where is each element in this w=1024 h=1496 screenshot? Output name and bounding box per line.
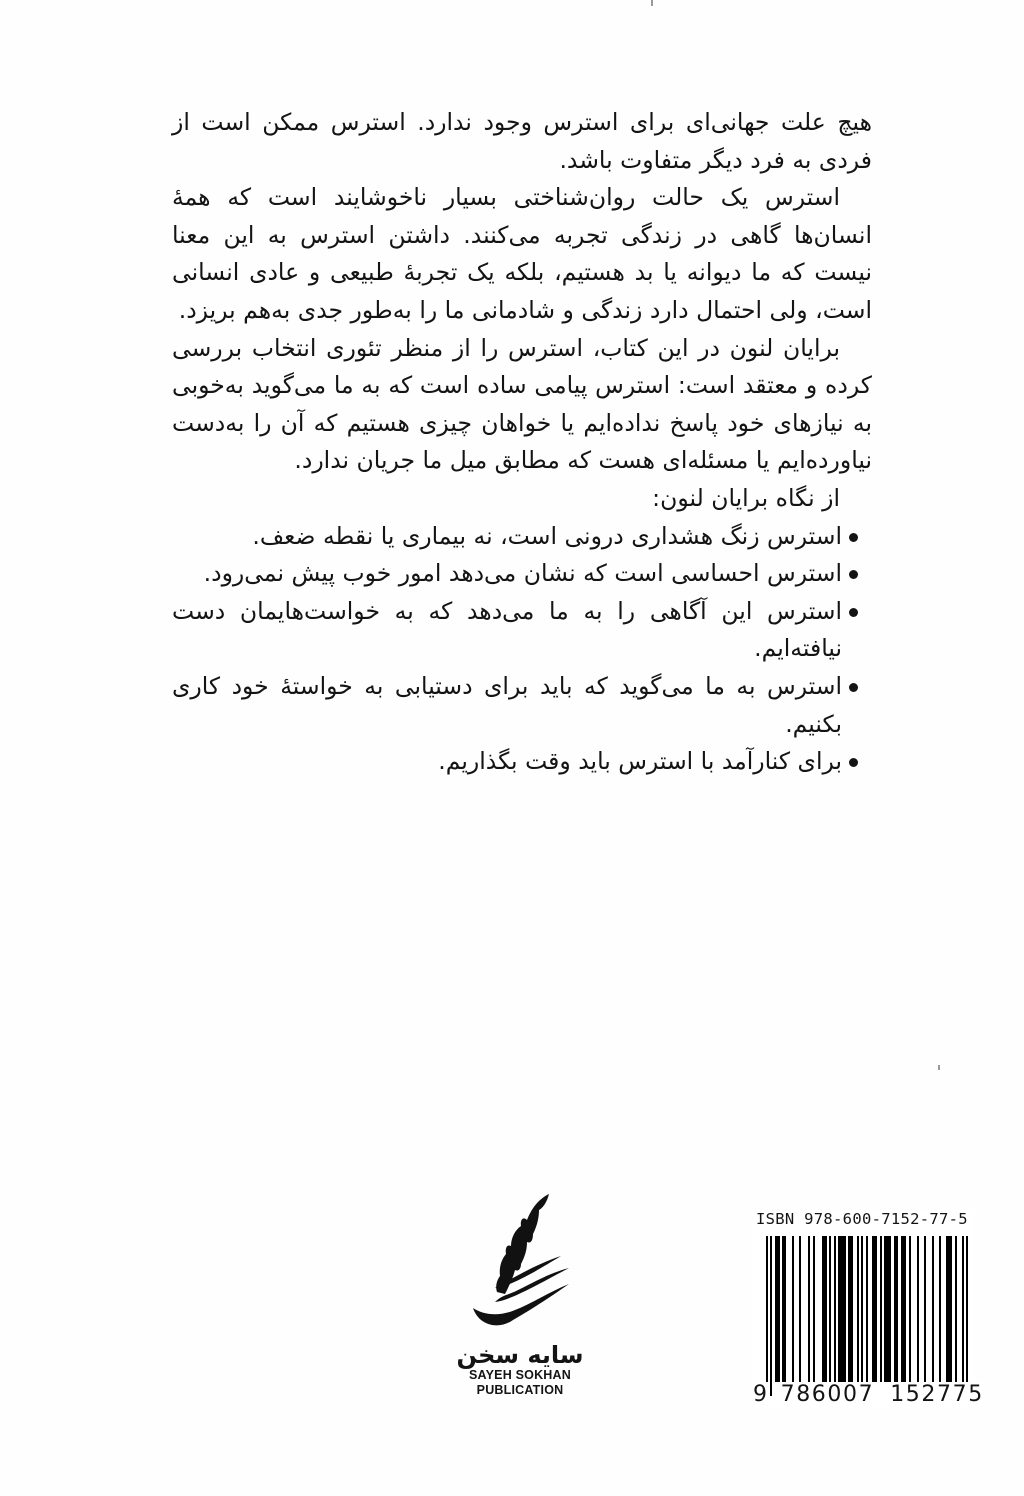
bullet-icon bbox=[849, 683, 858, 692]
barcode-digits: 9 786007 152775 bbox=[753, 1382, 984, 1407]
paragraph-1: هیچ علت جهانی‌ای برای استرس وجود ندارد. استرس ممکن است از فردی به فرد دیگر متفاوت باشد. bbox=[172, 108, 872, 174]
paragraph-2: استرس یک حالت روان‌شناختی بسیار ناخوشایند است که همهٔ انسان‌ها گاهی در زندگی تجربه می‌کنند. داشتن استرس به این معنا نیست که ما دیوانه یا بد هستیم، بلکه یک تجربهٔ طبیعی و عادی انسانی است، ولی احتمال دارد زندگی و شادمانی ما را به‌طور جدی به‌هم بریزد. bbox=[172, 183, 872, 324]
bullet-list bbox=[172, 518, 872, 781]
feather-quill-icon bbox=[465, 1190, 575, 1340]
publisher-name-fa: سایه سخن bbox=[456, 1341, 584, 1369]
publisher-name-en-sub: PUBLICATION bbox=[476, 1383, 564, 1397]
bullet-icon bbox=[849, 758, 858, 767]
publisher-logo bbox=[440, 1190, 600, 1410]
isbn-label: ISBN 978-600-7152-77-5 bbox=[756, 1210, 968, 1228]
list-item: استرس به ما می‌گوید که باید برای دستیابی به خواستهٔ خود کاری بکنیم. bbox=[172, 668, 854, 743]
barcode-bars-icon bbox=[766, 1236, 970, 1396]
publisher-name-en: SAYEH SOKHAN bbox=[469, 1368, 571, 1382]
bullet-icon bbox=[849, 570, 858, 579]
list-item: استرس این آگاهی را به ما می‌دهد که به خواست‌هایمان دست نیافته‌ایم. bbox=[172, 593, 854, 668]
print-speck bbox=[938, 1065, 940, 1070]
bullet-icon bbox=[849, 533, 858, 542]
list-item: استرس احساسی است که نشان می‌دهد امور خوب پیش نمی‌رود. bbox=[172, 555, 854, 593]
list-item: برای کنارآمد با استرس باید وقت بگذاریم. bbox=[172, 743, 854, 781]
paragraph-3: برایان لنون در این کتاب، استرس را از منظر تئوری انتخاب بررسی کرده و معتقد است: استرس پیامی ساده است که به ما می‌گوید به‌خوبی به نیازهای خود پاسخ نداده‌ایم یا خواهان چیزی هستیم که آن را به‌دست نیاورده‌ایم یا مسئله‌ای هست که مطابق میل ما جریان ندارد. bbox=[172, 333, 872, 475]
print-speck bbox=[651, 0, 653, 6]
list-item: استرس زنگ هشداری درونی است، نه بیماری یا نقطه ضعف. bbox=[172, 518, 854, 556]
paragraph-4: از نگاه برایان لنون: bbox=[652, 483, 840, 512]
bullet-icon bbox=[849, 608, 858, 617]
isbn-barcode bbox=[752, 1210, 984, 1408]
blurb-text bbox=[172, 104, 872, 781]
